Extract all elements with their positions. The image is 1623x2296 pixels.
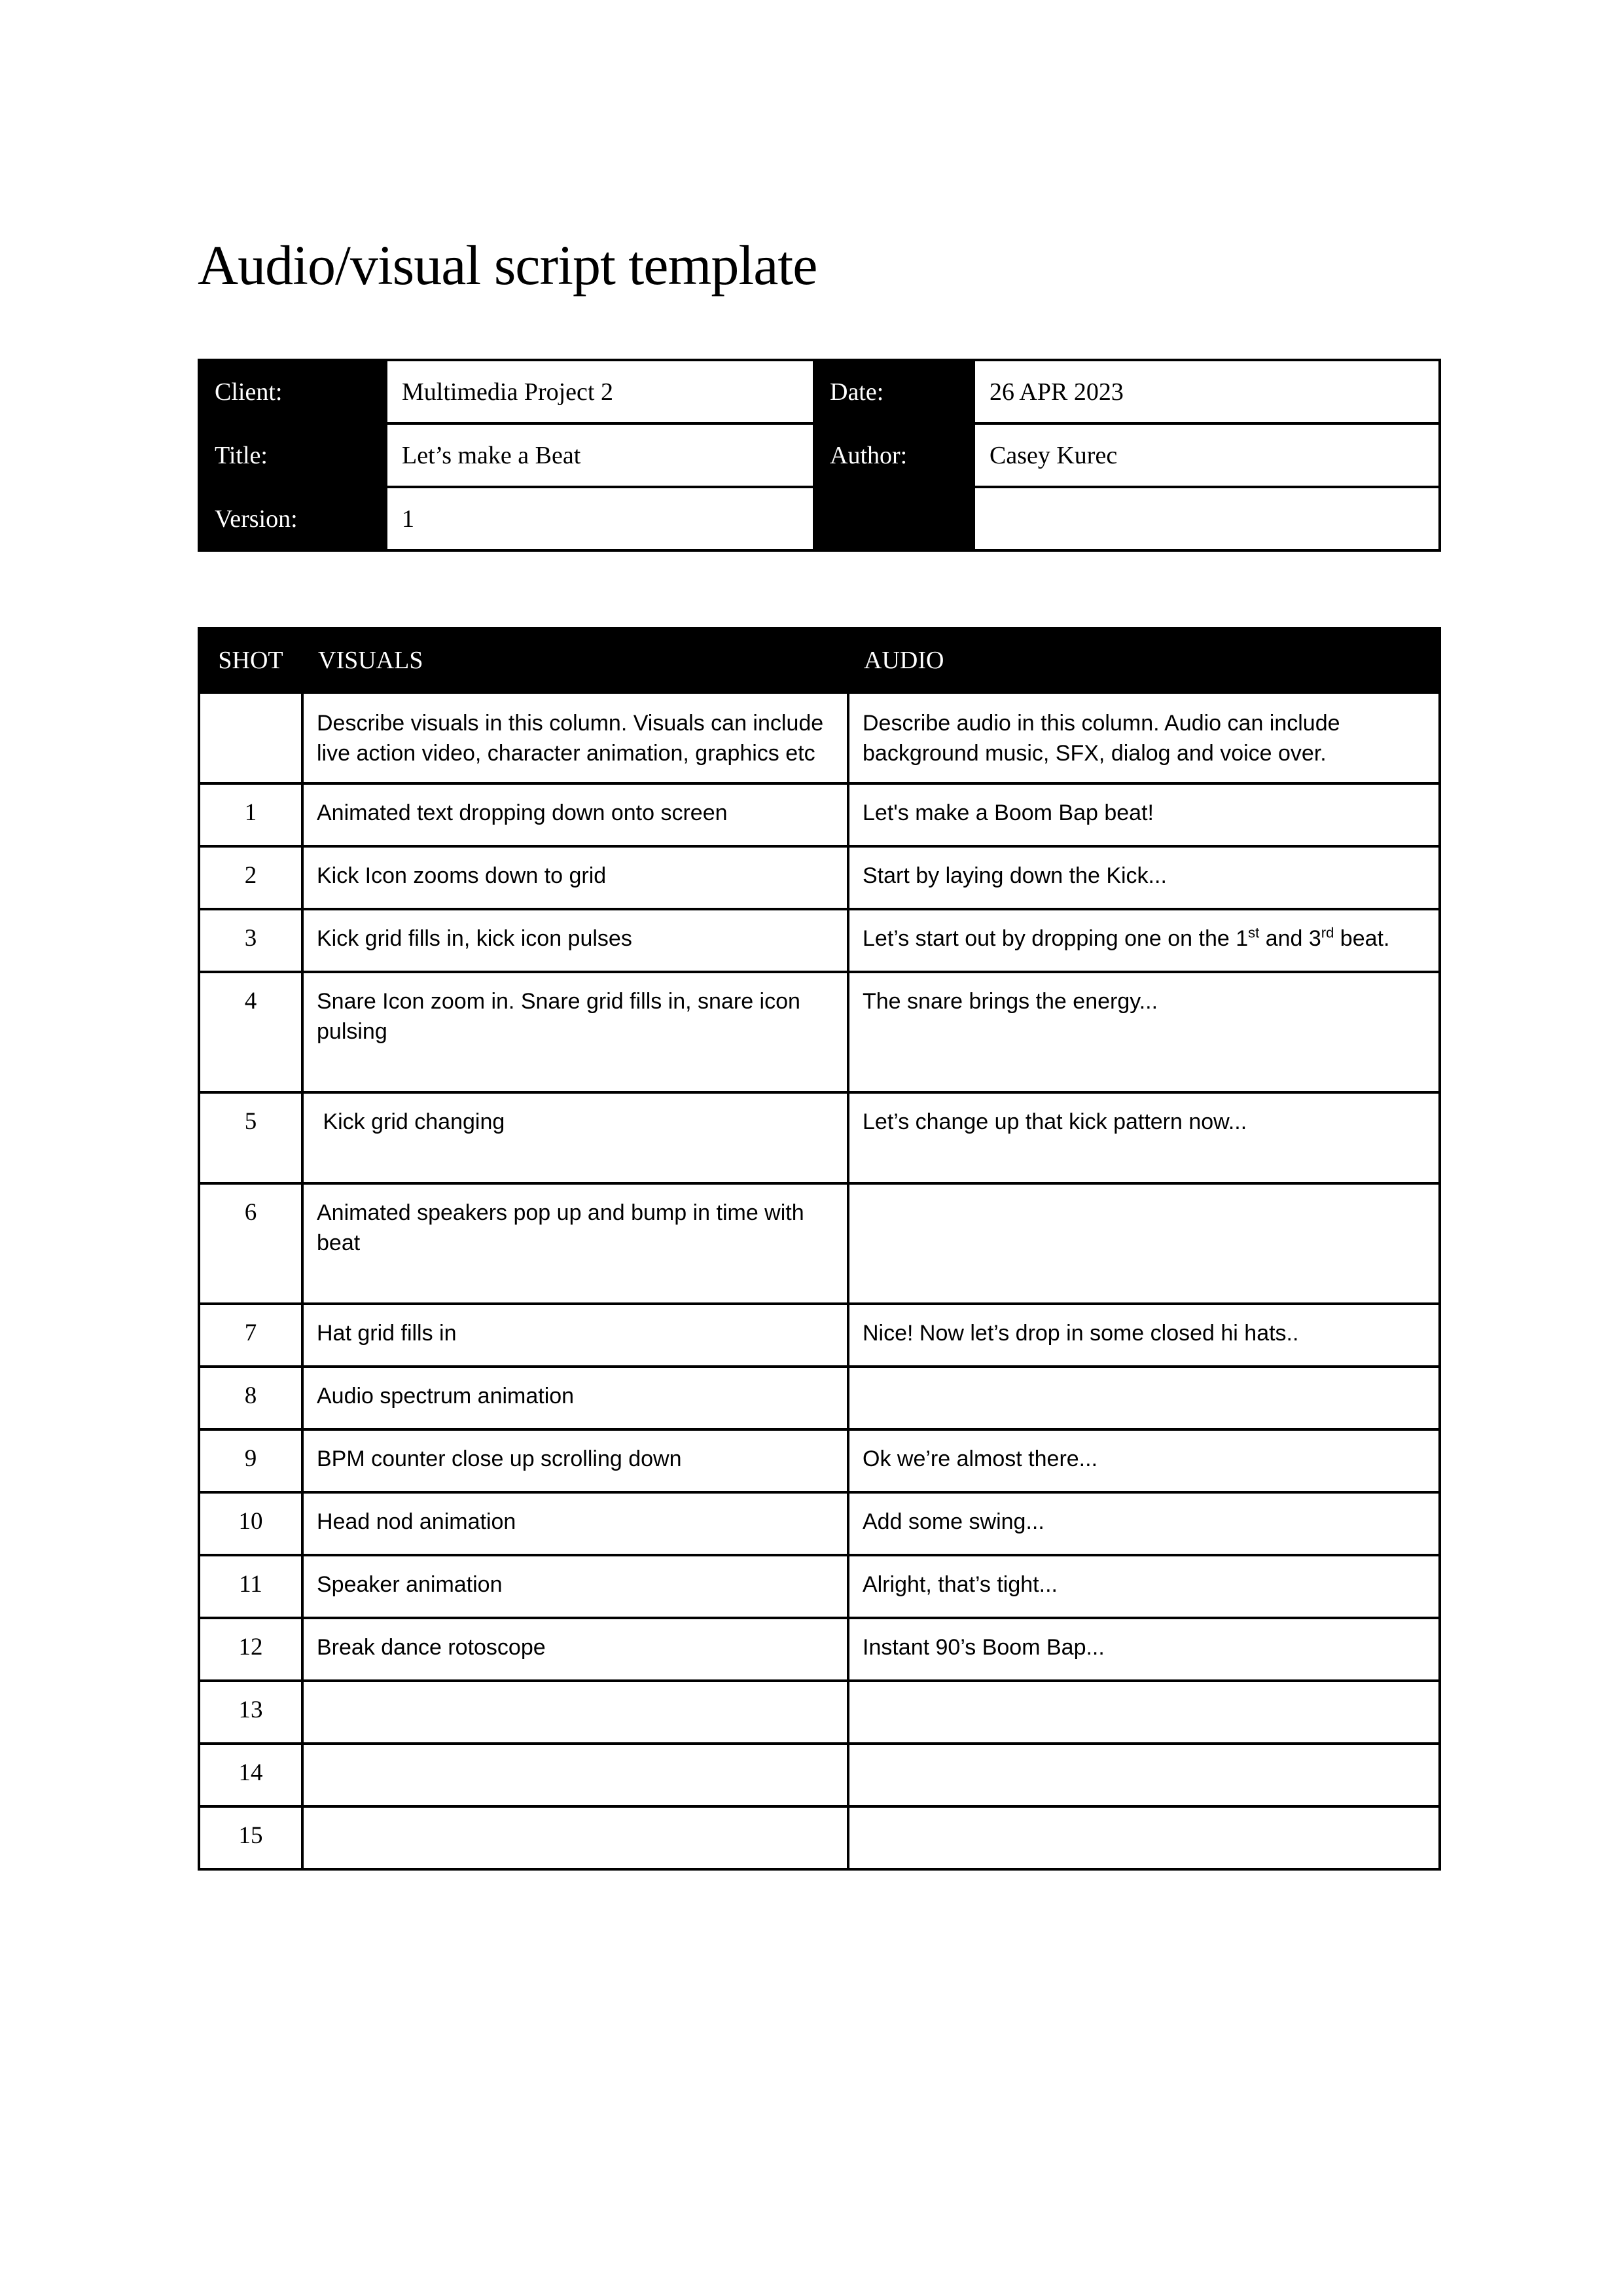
shot-number: 15 (199, 1806, 302, 1869)
title-label: Title: (199, 423, 386, 487)
shot-list-table (198, 627, 1441, 1871)
audio-cell (848, 909, 1440, 972)
table-row (199, 1618, 1440, 1681)
visuals-cell: Break dance rotoscope (302, 1618, 848, 1681)
author-value: Casey Kurec (974, 423, 1440, 487)
table-row (199, 909, 1440, 972)
info-row (199, 423, 1440, 487)
table-row (199, 972, 1440, 1092)
date-label: Date: (814, 360, 974, 423)
table-row (199, 1183, 1440, 1304)
shot-number (199, 692, 302, 783)
audio-text: and 3 (1259, 926, 1321, 951)
audio-cell (848, 1367, 1440, 1429)
audio-cell: Instant 90’s Boom Bap... (848, 1618, 1440, 1681)
table-row (199, 1304, 1440, 1367)
audio-cell: Alright, that’s tight... (848, 1555, 1440, 1618)
audio-description: Describe audio in this column. Audio can include background music, SFX, dialog and voice over. (848, 692, 1440, 783)
project-info-table (198, 359, 1441, 552)
audio-cell: Let’s change up that kick pattern now... (848, 1092, 1440, 1183)
page-title: Audio/visual script template (198, 234, 817, 296)
audio-cell: Ok we’re almost there... (848, 1429, 1440, 1492)
audio-cell: Add some swing... (848, 1492, 1440, 1555)
shot-number: 6 (199, 1183, 302, 1304)
visuals-cell: Kick grid fills in, kick icon pulses (302, 909, 848, 972)
shot-number: 1 (199, 783, 302, 846)
audio-cell (848, 1806, 1440, 1869)
audio-header: AUDIO (848, 628, 1440, 692)
shot-number: 12 (199, 1618, 302, 1681)
table-row (199, 1806, 1440, 1869)
table-row (199, 783, 1440, 846)
table-row (199, 1492, 1440, 1555)
info-row (199, 487, 1440, 550)
table-row (199, 1367, 1440, 1429)
date-value: 26 APR 2023 (974, 360, 1440, 423)
visuals-cell: Head nod animation (302, 1492, 848, 1555)
visuals-cell: BPM counter close up scrolling down (302, 1429, 848, 1492)
visuals-cell (302, 1681, 848, 1744)
shot-number: 2 (199, 846, 302, 909)
audio-cell (848, 1681, 1440, 1744)
client-value: Multimedia Project 2 (386, 360, 814, 423)
visuals-cell: Kick Icon zooms down to grid (302, 846, 848, 909)
shot-number: 11 (199, 1555, 302, 1618)
visuals-cell (302, 1806, 848, 1869)
visuals-cell: Audio spectrum animation (302, 1367, 848, 1429)
visuals-cell: Animated text dropping down onto screen (302, 783, 848, 846)
description-row (199, 692, 1440, 783)
shot-number: 13 (199, 1681, 302, 1744)
visuals-cell: Animated speakers pop up and bump in time with beat (302, 1183, 848, 1304)
table-row (199, 1681, 1440, 1744)
visuals-cell: Snare Icon zoom in. Snare grid fills in, snare icon pulsing (302, 972, 848, 1092)
empty-value-cell (974, 487, 1440, 550)
audio-cell: Start by laying down the Kick... (848, 846, 1440, 909)
title-value: Let’s make a Beat (386, 423, 814, 487)
audio-cell: Let's make a Boom Bap beat! (848, 783, 1440, 846)
table-row (199, 1555, 1440, 1618)
table-row (199, 1744, 1440, 1806)
audio-text: beat. (1334, 926, 1390, 951)
visuals-cell: Speaker animation (302, 1555, 848, 1618)
shot-number: 9 (199, 1429, 302, 1492)
visuals-header: VISUALS (302, 628, 848, 692)
shot-number: 10 (199, 1492, 302, 1555)
ordinal-suffix: st (1248, 924, 1260, 941)
shot-number: 3 (199, 909, 302, 972)
version-label: Version: (199, 487, 386, 550)
audio-cell (848, 1744, 1440, 1806)
table-row (199, 1092, 1440, 1183)
empty-label-cell (814, 487, 974, 550)
shot-number: 4 (199, 972, 302, 1092)
visuals-cell: Hat grid fills in (302, 1304, 848, 1367)
shot-number: 7 (199, 1304, 302, 1367)
author-label: Author: (814, 423, 974, 487)
shot-number: 8 (199, 1367, 302, 1429)
visuals-description: Describe visuals in this column. Visuals can include live action video, character animation, graphics etc (302, 692, 848, 783)
audio-cell: Nice! Now let’s drop in some closed hi hats.. (848, 1304, 1440, 1367)
visuals-cell (302, 1744, 848, 1806)
client-label: Client: (199, 360, 386, 423)
shot-number: 14 (199, 1744, 302, 1806)
audio-text: Let’s start out by dropping one on the 1 (863, 926, 1249, 951)
shot-header: SHOT (199, 628, 302, 692)
table-row (199, 846, 1440, 909)
table-row (199, 1429, 1440, 1492)
visuals-cell: Kick grid changing (302, 1092, 848, 1183)
shot-number: 5 (199, 1092, 302, 1183)
shot-table-header (199, 628, 1440, 692)
ordinal-suffix: rd (1321, 924, 1334, 941)
audio-cell (848, 1183, 1440, 1304)
info-row (199, 360, 1440, 423)
audio-cell: The snare brings the energy... (848, 972, 1440, 1092)
version-value: 1 (386, 487, 814, 550)
